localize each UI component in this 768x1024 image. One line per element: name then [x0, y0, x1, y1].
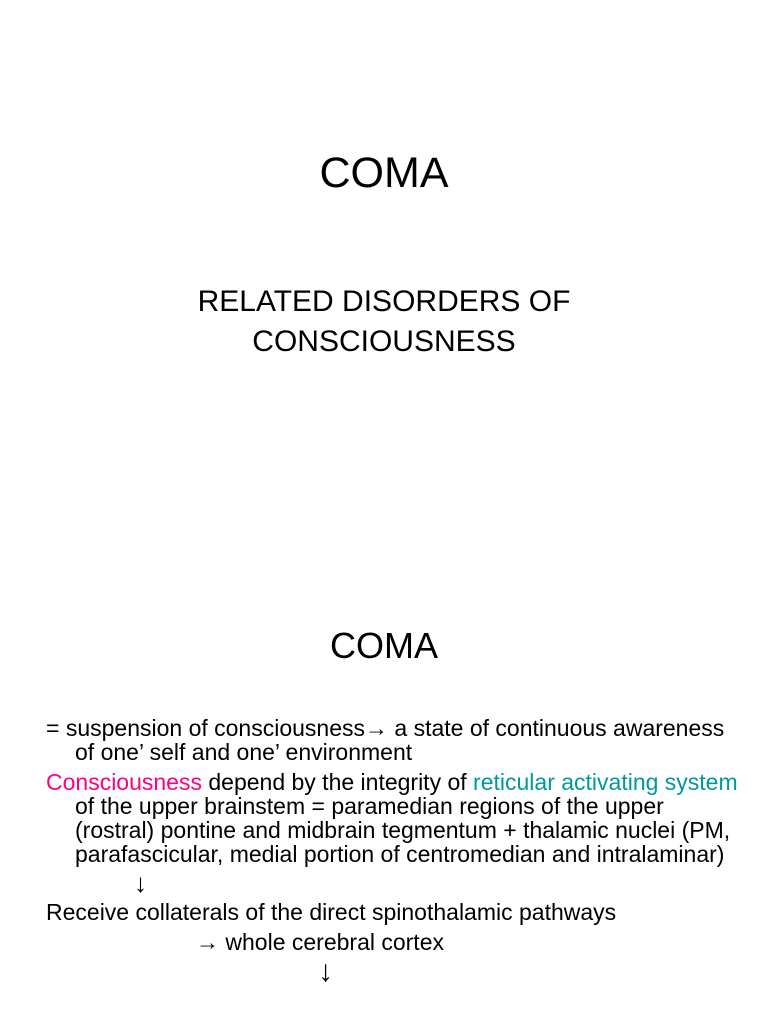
subtitle-line-2: CONSCIOUSNESS: [252, 325, 516, 358]
slide-body: [46, 716, 746, 990]
subtitle-line-1: RELATED DISORDERS OF: [197, 285, 571, 318]
consciousness-paragraph: [46, 770, 746, 866]
down-arrow-1: ↓: [134, 868, 147, 898]
term-consciousness: Consciousness: [46, 769, 202, 795]
term-reticular-activating-system: reticular activating system: [473, 769, 738, 795]
slide-subtitle: [0, 282, 768, 362]
collaterals-paragraph: Receive collaterals of the direct spinothalamic pathways: [46, 899, 617, 925]
slide-coma-definition: [0, 576, 768, 1024]
slide-heading: COMA: [330, 625, 438, 666]
down-arrow-2: ↓: [318, 955, 333, 988]
consciousness-text-rest: of the upper brainstem = paramedian regions of the upper (rostral) pontine and midbrain tegmentum + thalamic nuclei (PM, parafascicular, medial portion of centromedian and intralaminar): [75, 793, 731, 867]
slide-title-heading: COMA: [319, 149, 449, 197]
cortex-line: → whole cerebral cortex: [196, 929, 444, 955]
definition-paragraph: = suspension of consciousness→ a state of continuous awareness of one’ self and one’ environment: [46, 715, 725, 765]
consciousness-text: depend by the integrity of: [201, 769, 474, 795]
